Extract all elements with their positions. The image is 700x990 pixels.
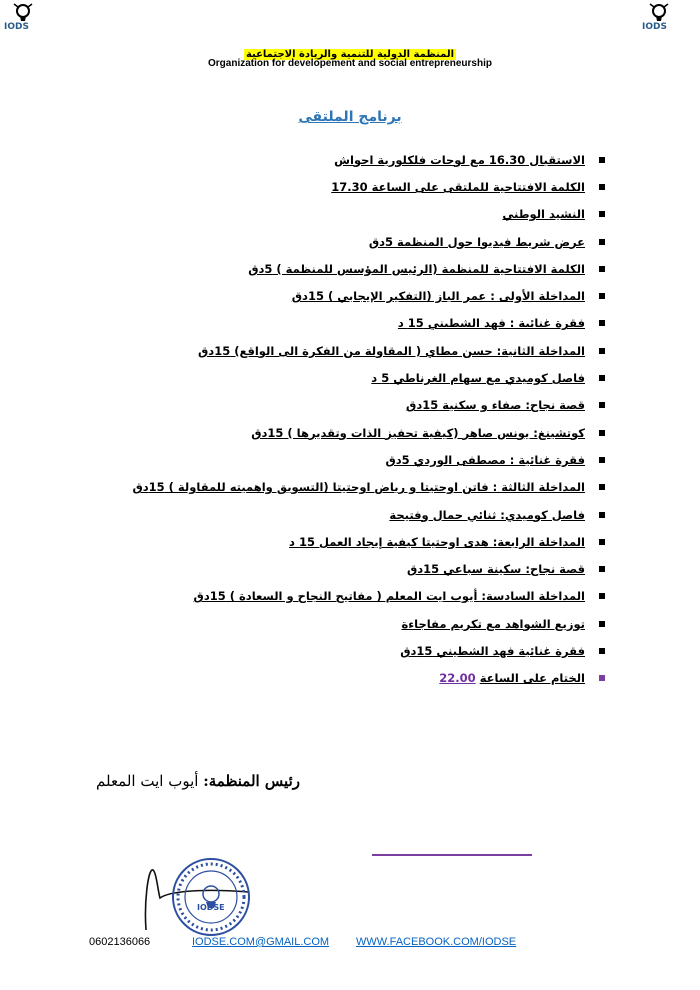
organization-stamp [170,856,252,938]
bullet-icon [599,184,605,190]
president-label: رئيس المنظمة: [203,772,300,790]
list-item: فقرة غنائية : مصطفى الوردي 5دق [85,446,605,473]
list-item: توزيع الشواهد مع تكريم مفاجاءة [85,610,605,637]
bullet-icon [599,539,605,545]
bullet-icon [599,211,605,217]
bullet-icon [599,621,605,627]
list-item: قصة نجاح: صفاء و سكنية 15دق [85,392,605,419]
list-item: فقرة غنائية فهد الشطيني 15دق [85,637,605,664]
closing-time: 22.00 [439,671,476,686]
bullet-icon [599,430,605,436]
bullet-icon [599,648,605,654]
closing-item: الختام على الساعة 22.00 [85,665,605,692]
signature-line [372,854,532,856]
program-title: برنامج الملتقى [298,109,402,125]
list-item: الكلمة الافتتاحية للملتقى على الساعة 17.30 [85,173,605,200]
bullet-icon [599,293,605,299]
list-item: عرض شريط فيديوا حول المنظمة 5دق [85,228,605,255]
bullet-icon [599,566,605,572]
lightbulb-icon [648,2,670,24]
phone-number: 0602136066 [89,936,151,948]
program-list [85,146,605,692]
bullet-icon [599,402,605,408]
bullet-icon [599,320,605,326]
list-item: فاصل كوميدي مع سهام الغرناطي 5 د [85,364,605,391]
bullet-icon [599,593,605,599]
bullet-icon [599,484,605,490]
list-item: فاصل كوميدي: ثنائي جمال وفتيحة [85,501,605,528]
logo-right [636,2,696,42]
bullet-icon [599,457,605,463]
bullet-icon [599,512,605,518]
list-item: كوتشينغ: يونس صاهر (كيفية تحفيز الذات وتقديرها ) 15دق [85,419,605,446]
facebook-link[interactable]: WWW.FACEBOOK.COM/IODSE [356,936,517,948]
list-item: الكلمة الافتتاحية للمنظمة (الرئيس المؤسس للمنظمة ) 5دق [85,255,605,282]
stamp-text: IODSE [197,903,225,912]
org-name-arabic: المنظمة الدولية للتنمية والريادة الاجتماعية [245,49,455,60]
email-link[interactable]: IODSE.COM@GMAIL.COM [192,936,330,948]
list-item: الاستقبال 16.30 مع لوحات فلكلورية احواش [85,146,605,173]
logo-text: IODS [642,22,667,32]
list-item: فقرة غنائية : فهد الشطيني 15 د [85,310,605,337]
bullet-icon [599,375,605,381]
bullet-icon [599,675,605,681]
list-item: النشيد الوطني [85,201,605,228]
logo-text: IODS [4,22,29,32]
president-signature-line [96,772,300,790]
list-item: المداخلة الثانية: حسن مطاي ( المقاولة من الفكرة الى الواقع) 15دق [85,337,605,364]
list-item: المداخلة الثالثة : فاتن اوحتيتا و رياض اوحتيتا (التسويق واهميته للمقاولة ) 15دق [85,474,605,501]
logo-left [0,2,60,42]
president-name: أيوب ايت المعلم [96,772,199,790]
list-item: المداخلة الرابعة: هدى اوحتيتا كيفية إيجاد العمل 15 د [85,528,605,555]
lightbulb-icon [12,2,34,24]
list-item: قصة نجاح: سكينة سباعي 15دق [85,555,605,582]
bullet-icon [599,266,605,272]
bullet-icon [599,239,605,245]
org-name-english: Organization for developement and social entrepreneurship [208,58,492,69]
list-item: المداخلة السادسة: أيوب ايت المعلم ( مفاتيح النجاح و السعادة ) 15دق [85,583,605,610]
list-item: المداخلة الأولى : عمر الباز (التفكير الإيجابي ) 15دق [85,282,605,309]
bullet-icon [599,348,605,354]
bullet-icon [599,157,605,163]
